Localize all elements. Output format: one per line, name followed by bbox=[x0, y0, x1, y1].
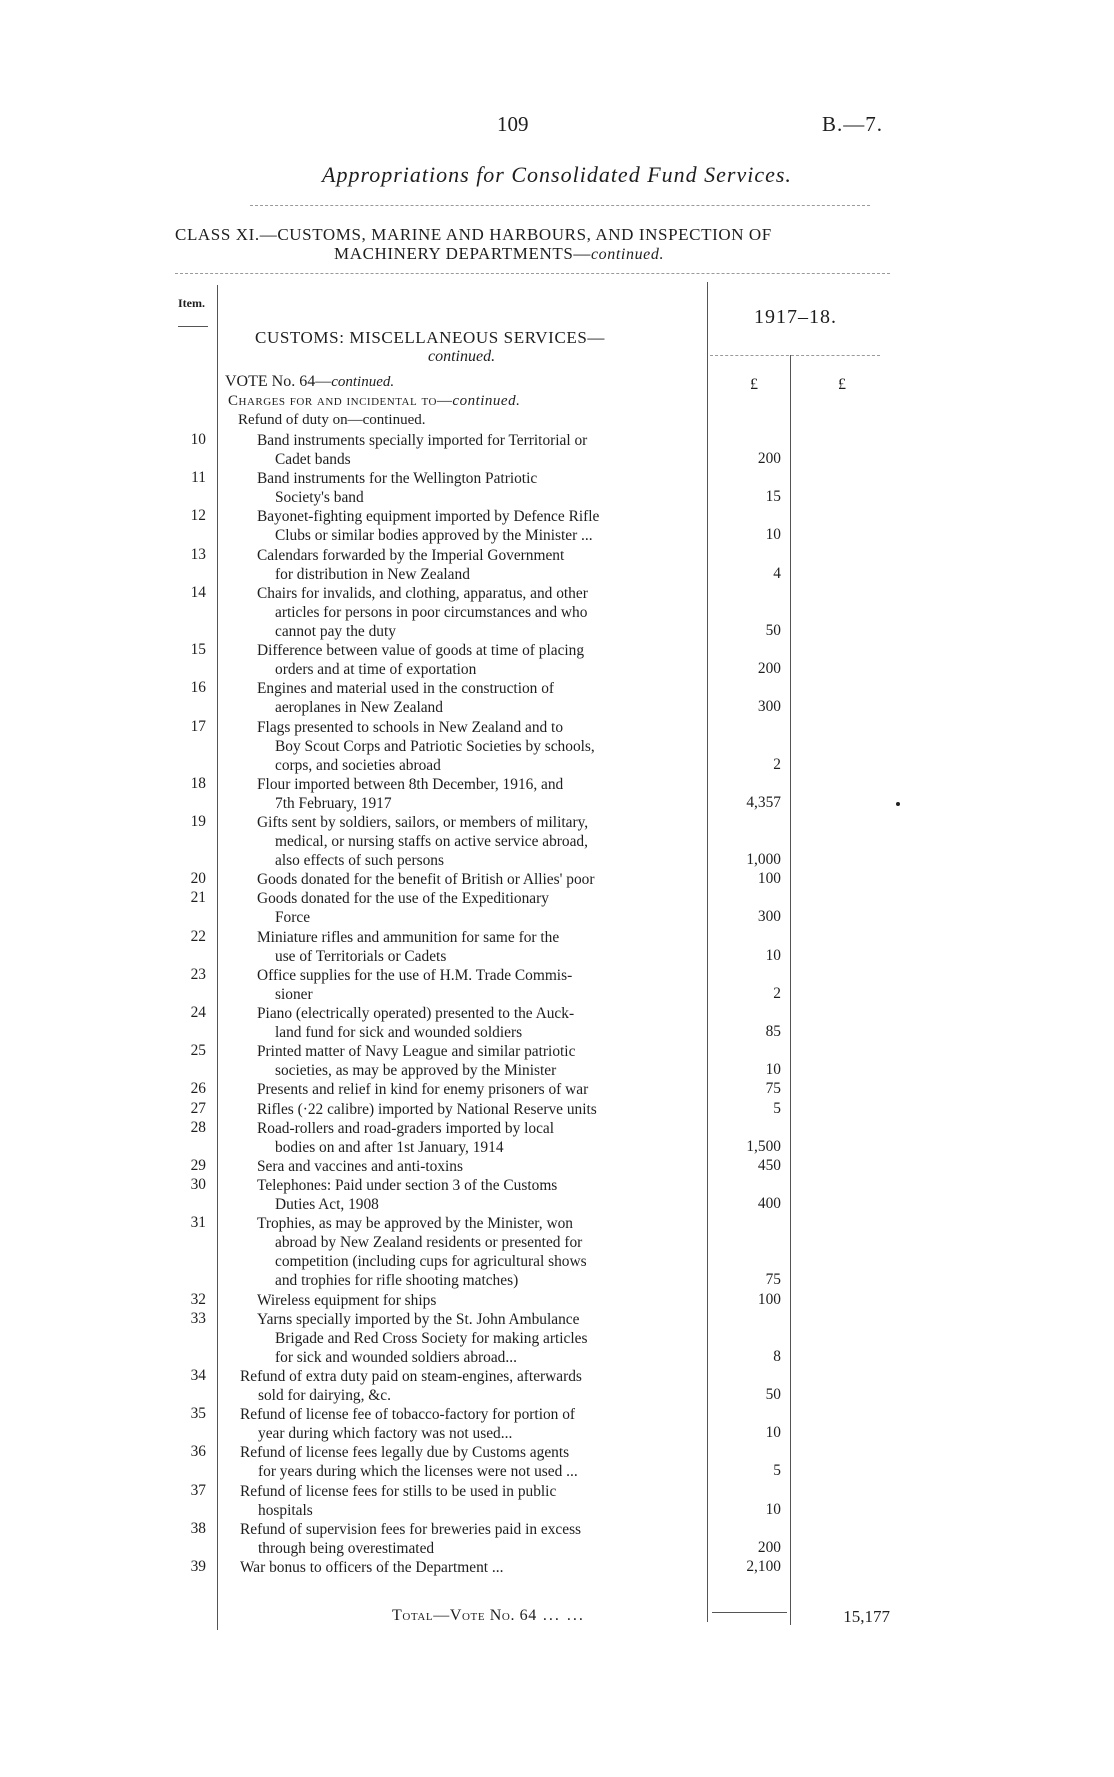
item-amount: 5 bbox=[773, 1099, 781, 1117]
item-amount: 10 bbox=[765, 526, 781, 544]
item-text-line: bodies on and after 1st January, 1914 bbox=[275, 1138, 504, 1156]
item-text-line: Bayonet-fighting equipment imported by Defence Rifle bbox=[257, 508, 600, 526]
item-text-line: Refund of extra duty paid on steam-engines, afterwards bbox=[240, 1367, 582, 1385]
item-text-line: Difference between value of goods at time of placing bbox=[257, 642, 585, 660]
total-rule bbox=[712, 1612, 787, 1613]
item-text-line: Cadet bands bbox=[275, 451, 351, 469]
item-column-rule bbox=[217, 285, 218, 1630]
item-column-header: Item. bbox=[178, 296, 205, 310]
item-text-line: Clubs or similar bodies approved by the Minister ... bbox=[275, 527, 593, 545]
item-text-line: sold for dairying, &c. bbox=[258, 1386, 391, 1404]
section-subtitle: continued. bbox=[428, 348, 496, 365]
item-amount: 400 bbox=[757, 1194, 781, 1212]
item-text-line: Band instruments specially imported for Territorial or bbox=[257, 432, 588, 449]
item-number: 38 bbox=[190, 1519, 206, 1537]
item-text-line: Telephones: Paid under section 3 of the Customs bbox=[257, 1176, 558, 1194]
item-amount: 1,500 bbox=[746, 1137, 781, 1155]
class-heading-line2 bbox=[334, 244, 664, 264]
item-amount: 4 bbox=[773, 564, 781, 582]
item-text-line: use of Territorials or Cadets bbox=[275, 947, 447, 965]
item-amount: 50 bbox=[765, 1385, 781, 1403]
item-text-line: Office supplies for the use of H.M. Trade Commis- bbox=[257, 966, 573, 984]
item-amount: 300 bbox=[757, 698, 781, 716]
item-text-line: Trophies, as may be approved by the Minister, won bbox=[257, 1215, 573, 1233]
item-text-line: Sera and vaccines and anti-toxins bbox=[257, 1157, 463, 1175]
item-text-line: Goods donated for the use of the Expeditionary bbox=[257, 890, 549, 908]
year-header: 1917–18. bbox=[754, 306, 837, 328]
item-number: 32 bbox=[190, 1290, 206, 1308]
heading-rule bbox=[175, 273, 890, 274]
item-text-line: Printed matter of Navy League and similar patriotic bbox=[257, 1043, 576, 1061]
item-text-line: Refund of license fees legally due by Customs agents bbox=[240, 1444, 570, 1462]
page-number: 109 bbox=[497, 112, 529, 136]
item-amount: 10 bbox=[765, 1500, 781, 1518]
pound-unit-col1: £ bbox=[750, 376, 758, 393]
item-text-line: Rifles (·22 calibre) imported by National Reserve units bbox=[257, 1100, 597, 1118]
item-text-line: orders and at time of exportation bbox=[275, 661, 477, 679]
item-text-line: Yarns specially imported by the St. John Ambulance bbox=[257, 1310, 580, 1328]
item-text-line: Miniature rifles and ammunition for same for the bbox=[257, 928, 560, 946]
item-number: 26 bbox=[190, 1080, 206, 1098]
item-text-line: corps, and societies abroad bbox=[275, 756, 441, 774]
item-text-line: Wireless equipment for ships bbox=[257, 1291, 437, 1309]
item-number: 25 bbox=[190, 1042, 206, 1060]
item-number: 34 bbox=[190, 1366, 206, 1384]
item-text-line: for distribution in New Zealand bbox=[275, 565, 470, 583]
item-amount: 75 bbox=[765, 1080, 781, 1098]
item-amount: 10 bbox=[765, 1061, 781, 1079]
item-number: 19 bbox=[190, 813, 206, 830]
item-text-line: year during which factory was not used... bbox=[258, 1425, 513, 1443]
item-text-line: Refund of license fees for stills to be used in public bbox=[240, 1482, 557, 1500]
item-number: 27 bbox=[190, 1099, 206, 1117]
item-amount: 2 bbox=[773, 984, 781, 1002]
title-rule bbox=[250, 205, 870, 206]
item-text-line: Duties Act, 1908 bbox=[275, 1195, 379, 1213]
item-text-line: War bonus to officers of the Department ... bbox=[240, 1558, 504, 1576]
item-text-line: Engines and material used in the construction of bbox=[257, 680, 555, 698]
item-text-line: Calendars forwarded by the Imperial Government bbox=[257, 546, 565, 564]
item-number: 14 bbox=[190, 583, 206, 601]
item-text-line: and trophies for rifle shooting matches) bbox=[275, 1272, 519, 1290]
item-amount: 85 bbox=[765, 1023, 781, 1041]
item-number: 31 bbox=[190, 1214, 206, 1232]
charges-continued: continued. bbox=[452, 393, 521, 409]
item-text-line: Brigade and Red Cross Society for making articles bbox=[275, 1329, 588, 1347]
item-number: 36 bbox=[190, 1443, 206, 1461]
item-amount: 5 bbox=[773, 1462, 781, 1480]
item-amount: 2,100 bbox=[746, 1557, 781, 1575]
ink-dot bbox=[896, 802, 900, 806]
item-number: 16 bbox=[190, 679, 206, 697]
item-amount: 300 bbox=[757, 908, 781, 926]
item-amount: 10 bbox=[765, 1424, 781, 1442]
class-heading-line1: CLASS XI.—CUSTOMS, MARINE AND HARBOURS, AND INSPECTION OF bbox=[175, 225, 772, 244]
total-amount: 15,177 bbox=[843, 1607, 890, 1626]
vote-continued: continued. bbox=[331, 374, 395, 390]
item-amount: 200 bbox=[757, 660, 781, 678]
item-amount: 200 bbox=[757, 1538, 781, 1556]
item-number: 11 bbox=[191, 469, 206, 487]
item-number: 17 bbox=[190, 717, 206, 735]
item-number: 21 bbox=[190, 889, 206, 907]
item-amount: 10 bbox=[765, 946, 781, 964]
item-text-line: Gifts sent by soldiers, sailors, or members of military, bbox=[257, 814, 589, 831]
item-text-line: also effects of such persons bbox=[275, 852, 444, 870]
item-text-line: aeroplanes in New Zealand bbox=[275, 699, 443, 717]
item-text-line: Flags presented to schools in New Zealand and to bbox=[257, 718, 564, 736]
charges-heading-text: Charges for and incidental to— bbox=[228, 393, 453, 409]
item-header-rule bbox=[178, 326, 208, 327]
vote-heading bbox=[225, 373, 394, 391]
item-text-line: Society's band bbox=[275, 489, 364, 507]
vote-heading-text: VOTE No. 64— bbox=[225, 373, 332, 390]
year-rule bbox=[710, 355, 880, 356]
item-text-line: articles for persons in poor circumstances and who bbox=[275, 603, 588, 621]
item-number: 37 bbox=[190, 1481, 206, 1499]
item-number: 13 bbox=[190, 545, 206, 563]
item-number: 22 bbox=[190, 927, 206, 945]
total-dots: ... ... bbox=[536, 1607, 585, 1624]
item-amount: 1,000 bbox=[746, 851, 781, 869]
item-number: 24 bbox=[190, 1004, 206, 1021]
item-amount: 8 bbox=[773, 1347, 781, 1365]
section-title: CUSTOMS: MISCELLANEOUS SERVICES— bbox=[255, 328, 606, 347]
item-number: 23 bbox=[190, 965, 206, 983]
item-text-line: Force bbox=[275, 909, 311, 927]
item-text-line: Flour imported between 8th December, 1916, and bbox=[257, 775, 564, 793]
item-text-line: sioner bbox=[275, 985, 313, 1003]
charges-heading bbox=[228, 393, 520, 410]
item-text-line: land fund for sick and wounded soldiers bbox=[275, 1024, 523, 1042]
item-text-line: medical, or nursing staffs on active service abroad, bbox=[275, 833, 588, 851]
page-title: Appropriations for Consolidated Fund Services. bbox=[322, 162, 792, 187]
item-text-line: Boy Scout Corps and Patriotic Societies by schools, bbox=[275, 737, 595, 755]
item-text-line: cannot pay the duty bbox=[275, 622, 396, 640]
pound-unit-col2: £ bbox=[838, 376, 846, 393]
item-number: 10 bbox=[190, 431, 206, 448]
item-text-line: Piano (electrically operated) presented to the Auck- bbox=[257, 1005, 575, 1022]
item-text-line: 7th February, 1917 bbox=[275, 794, 392, 812]
item-text-line: competition (including cups for agricultural shows bbox=[275, 1253, 587, 1271]
item-text-line: Road-rollers and road-graders imported by local bbox=[257, 1119, 555, 1137]
item-amount: 100 bbox=[757, 1290, 781, 1308]
item-amount: 15 bbox=[765, 488, 781, 506]
item-number: 33 bbox=[190, 1309, 206, 1327]
item-number: 35 bbox=[190, 1405, 206, 1423]
refund-lead: Refund of duty on—continued. bbox=[238, 412, 426, 428]
class-heading-line2-text: MACHINERY DEPARTMENTS— bbox=[334, 244, 591, 263]
item-amount: 75 bbox=[765, 1271, 781, 1289]
item-amount: 450 bbox=[757, 1156, 781, 1174]
item-text-line: through being overestimated bbox=[258, 1539, 435, 1557]
item-amount: 4,357 bbox=[746, 793, 781, 811]
item-number: 29 bbox=[190, 1156, 206, 1174]
document-reference: B.—7. bbox=[822, 112, 884, 136]
item-number: 39 bbox=[190, 1557, 206, 1575]
item-number: 15 bbox=[190, 641, 206, 659]
item-text-line: Chairs for invalids, and clothing, apparatus, and other bbox=[257, 584, 588, 602]
item-amount: 2 bbox=[773, 755, 781, 773]
item-text-line: for sick and wounded soldiers abroad... bbox=[275, 1348, 517, 1366]
amount-column-rule bbox=[790, 355, 791, 1625]
item-number: 30 bbox=[190, 1175, 206, 1193]
item-text-line: Refund of license fee of tobacco-factory for portion of bbox=[240, 1406, 576, 1424]
item-amount: 50 bbox=[765, 621, 781, 639]
total-label bbox=[392, 1607, 585, 1625]
item-text-line: abroad by New Zealand residents or presented for bbox=[275, 1234, 583, 1252]
class-heading-continued: continued. bbox=[590, 246, 665, 263]
item-text-line: societies, as may be approved by the Minister bbox=[275, 1062, 557, 1080]
item-number: 20 bbox=[190, 870, 206, 888]
item-amount: 100 bbox=[757, 870, 781, 888]
item-amount: 200 bbox=[757, 450, 781, 468]
item-text-line: Goods donated for the benefit of British or Allies' poor bbox=[257, 871, 595, 889]
total-label-text: Total—Vote No. 64 bbox=[392, 1607, 537, 1624]
item-text-line: for years during which the licenses were not used ... bbox=[258, 1463, 578, 1481]
item-text-line: Presents and relief in kind for enemy prisoners of war bbox=[257, 1081, 589, 1099]
item-number: 18 bbox=[190, 774, 206, 792]
item-number: 28 bbox=[190, 1118, 206, 1136]
item-text-line: Band instruments for the Wellington Patriotic bbox=[257, 470, 538, 488]
item-text-line: Refund of supervision fees for breweries paid in excess bbox=[240, 1520, 582, 1538]
item-number: 12 bbox=[190, 507, 206, 525]
item-text-line: hospitals bbox=[258, 1501, 313, 1519]
